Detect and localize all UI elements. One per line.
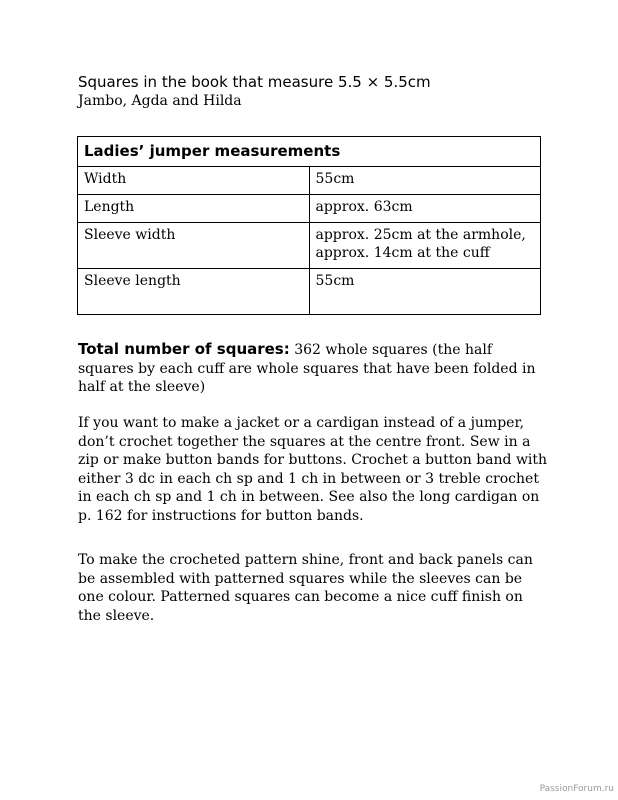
total-squares-paragraph [78, 340, 548, 397]
intro-pattern-names: Jambo, Agda and Hilda [78, 93, 242, 109]
row-value-sleeve-length: 55cm [309, 269, 541, 315]
row-value-width: 55cm [309, 167, 541, 195]
row-value-sleeve-width: approx. 25cm at the armhole, approx. 14cm at the cuff [309, 223, 541, 269]
jacket-instructions-paragraph: If you want to make a jacket or a cardigan instead of a jumper, don’t crochet together the squares at the centre front. Sew in a zip or make button bands for buttons. Crochet a button band with either 3 dc in each ch sp and 1 ch in between or 3 treble crochet in each ch sp and 1 ch in between. See also the long cardigan on p. 162 for instructions for button bands. [78, 415, 548, 524]
table-row [78, 269, 541, 315]
table-row [78, 223, 541, 269]
row-label-sleeve-length: Sleeve length [78, 269, 310, 315]
row-label-length: Length [78, 195, 310, 223]
watermark: PassionForum.ru [539, 784, 614, 794]
table-row [78, 167, 541, 195]
measurements-table [77, 136, 541, 315]
table-row [78, 195, 541, 223]
table-title: Ladies’ jumper measurements [78, 137, 541, 167]
row-label-sleeve-width: Sleeve width [78, 223, 310, 269]
table-header-row [78, 137, 541, 167]
pattern-tips-paragraph: To make the crocheted pattern shine, front and back panels can be assembled with patterned squares while the sleeves can be one colour. Patterned squares can become a nice cuff finish on the sleeve. [78, 552, 533, 624]
row-label-width: Width [78, 167, 310, 195]
intro-square-size: Squares in the book that measure 5.5 × 5.5cm [78, 73, 431, 91]
total-squares-label: Total number of squares: [78, 340, 290, 358]
total-squares-text: 362 whole squares (the half squares by each cuff are whole squares that have been folded in half at the sleeve) [78, 342, 536, 396]
row-value-length: approx. 63cm [309, 195, 541, 223]
